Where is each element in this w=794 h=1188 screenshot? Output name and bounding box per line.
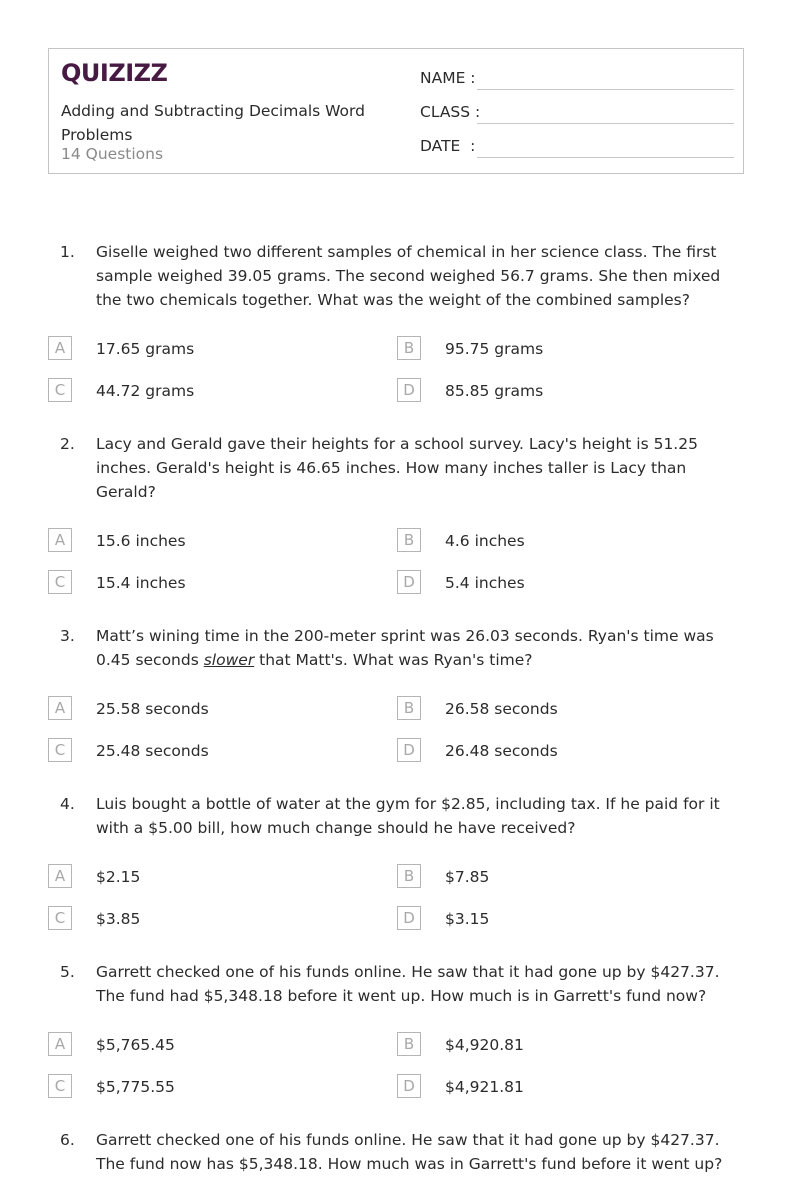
option-letter-box: A [48, 696, 72, 720]
option-letter-box: C [48, 1074, 72, 1098]
option-letter-box: C [48, 738, 72, 762]
question-2 [48, 432, 748, 612]
option-c[interactable] [48, 1074, 388, 1100]
answer-options [48, 1032, 748, 1116]
option-a[interactable] [48, 864, 388, 890]
option-text: $3.15 [445, 910, 490, 928]
option-letter-box: D [397, 378, 421, 402]
option-letter-box: B [397, 864, 421, 888]
answer-options [48, 528, 748, 612]
question-text: Luis bought a bottle of water at the gym for $2.85, including tax. If he paid for it with a $5.00 bill, how much change should he have received? [96, 795, 720, 837]
question-number: 5. [60, 963, 75, 981]
question-number: 2. [60, 435, 75, 453]
option-a[interactable] [48, 336, 388, 362]
option-b[interactable] [397, 864, 737, 890]
option-d[interactable] [397, 738, 737, 764]
option-b[interactable] [397, 696, 737, 722]
option-letter-box: D [397, 738, 421, 762]
option-letter-box: A [48, 1032, 72, 1056]
date-label: DATE : [420, 137, 476, 155]
question-number: 6. [60, 1131, 75, 1149]
option-letter-box: D [397, 570, 421, 594]
option-a[interactable] [48, 528, 388, 554]
name-line[interactable] [477, 89, 734, 90]
option-text: $7.85 [445, 868, 490, 886]
option-c[interactable] [48, 378, 388, 404]
option-letter-box: C [48, 570, 72, 594]
class-field [420, 101, 734, 135]
quizizz-logo: QUIZIZZ [61, 59, 168, 87]
option-b[interactable] [397, 1032, 737, 1058]
option-c[interactable] [48, 906, 388, 932]
option-letter-box: B [397, 528, 421, 552]
option-d[interactable] [397, 906, 737, 932]
date-line[interactable] [477, 157, 734, 158]
class-line[interactable] [477, 123, 734, 124]
option-text: 25.48 seconds [96, 742, 209, 760]
option-letter-box: A [48, 864, 72, 888]
question-text: Giselle weighed two different samples of chemical in her science class. The first sample weighed 39.05 grams. The second weighed 56.7 grams. She then mixed the two chemicals together. What was the weight of the combined samples? [96, 243, 721, 309]
option-b[interactable] [397, 336, 737, 362]
name-field [420, 67, 734, 101]
option-text: $4,921.81 [445, 1078, 524, 1096]
question-5 [48, 960, 748, 1116]
class-label: CLASS : [420, 103, 481, 121]
question-number: 3. [60, 627, 75, 645]
question-text-part: that Matt's. What was Ryan's time? [254, 651, 533, 669]
option-text: $5,765.45 [96, 1036, 175, 1054]
question-text [96, 627, 714, 669]
option-text: 26.58 seconds [445, 700, 558, 718]
option-text: 4.6 inches [445, 532, 525, 550]
worksheet-title: Adding and Subtracting Decimals Word Problems [61, 102, 365, 144]
option-text: $4,920.81 [445, 1036, 524, 1054]
option-c[interactable] [48, 738, 388, 764]
worksheet-header [48, 48, 744, 174]
option-letter-box: B [397, 1032, 421, 1056]
student-info-fields [420, 67, 734, 169]
question-list [48, 240, 748, 1188]
name-label: NAME : [420, 69, 476, 87]
option-text: 5.4 inches [445, 574, 525, 592]
option-text: 25.58 seconds [96, 700, 209, 718]
option-letter-box: C [48, 906, 72, 930]
question-3 [48, 624, 748, 780]
date-field [420, 135, 734, 169]
option-a[interactable] [48, 696, 388, 722]
option-letter-box: D [397, 906, 421, 930]
option-letter-box: B [397, 696, 421, 720]
question-number: 4. [60, 795, 75, 813]
option-letter-box: A [48, 528, 72, 552]
emphasized-word: slower [203, 651, 255, 669]
option-text: 15.4 inches [96, 574, 186, 592]
question-text-part: Matt’s wining time in the 200-meter sprint was 26.03 seconds. Ryan's time was 0.45 seconds [96, 627, 714, 669]
answer-options [48, 696, 748, 780]
option-d[interactable] [397, 1074, 737, 1100]
option-letter-box: D [397, 1074, 421, 1098]
question-4 [48, 792, 748, 948]
option-c[interactable] [48, 570, 388, 596]
question-text: Garrett checked one of his funds online. He saw that it had gone up by $427.37. The fund had $5,348.18 before it went up. How much is in Garrett's fund now? [96, 963, 720, 1005]
option-d[interactable] [397, 570, 737, 596]
answer-options [48, 336, 748, 420]
answer-options [48, 864, 748, 948]
option-d[interactable] [397, 378, 737, 404]
question-text: Garrett checked one of his funds online. He saw that it had gone up by $427.37. The fund now has $5,348.18. How much was in Garrett's fund before it went up? [96, 1131, 723, 1173]
option-text: $5,775.55 [96, 1078, 175, 1096]
question-count: 14 Questions [61, 145, 164, 163]
question-number: 1. [60, 243, 75, 261]
option-letter-box: B [397, 336, 421, 360]
question-text: Lacy and Gerald gave their heights for a school survey. Lacy's height is 51.25 inches. Gerald's height is 46.65 inches. How many inches taller is Lacy than Gerald? [96, 435, 698, 501]
option-text: $3.85 [96, 910, 141, 928]
option-text: 26.48 seconds [445, 742, 558, 760]
option-text: 15.6 inches [96, 532, 186, 550]
option-letter-box: A [48, 336, 72, 360]
option-text: $2.15 [96, 868, 141, 886]
option-text: 85.85 grams [445, 382, 544, 400]
option-text: 44.72 grams [96, 382, 195, 400]
question-6 [48, 1128, 748, 1176]
option-letter-box: C [48, 378, 72, 402]
option-text: 95.75 grams [445, 340, 544, 358]
option-b[interactable] [397, 528, 737, 554]
option-text: 17.65 grams [96, 340, 195, 358]
option-a[interactable] [48, 1032, 388, 1058]
question-1 [48, 240, 748, 420]
